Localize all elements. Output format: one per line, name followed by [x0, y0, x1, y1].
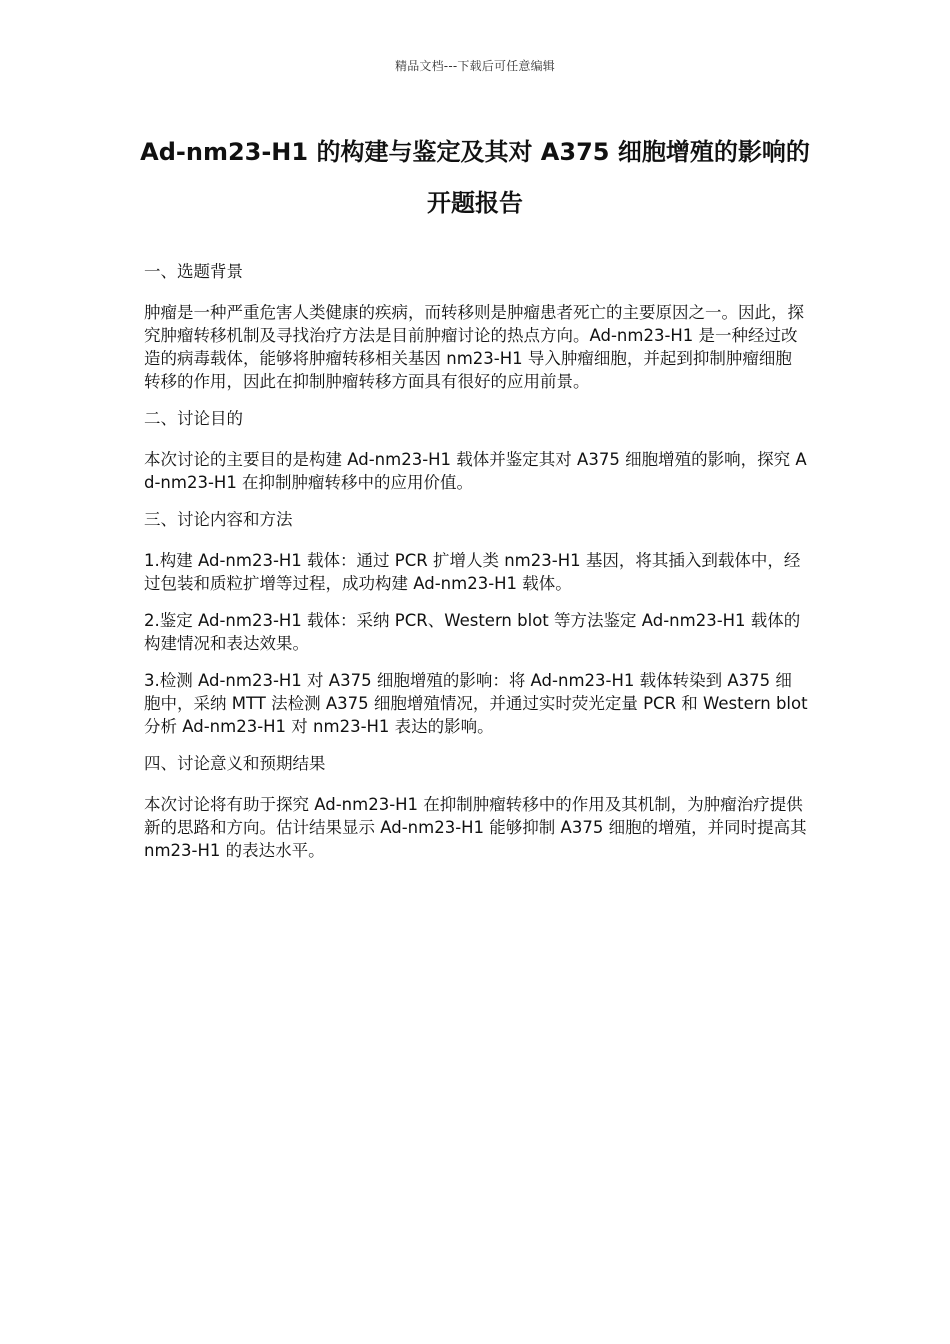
document-title-line-2: 开题报告: [427, 189, 523, 217]
paragraph: 3.检测 Ad-nm23-H1 对 A375 细胞增殖的影响：将 Ad-nm23-H1 载体转染到 A375 细胞中，采纳 MTT 法检测 A375 细胞增殖情况，并通过实时荧光定量 PCR 和 Western blot 分析 Ad-nm23-H1 对 nm23-H1 表达的影响。: [144, 671, 808, 736]
section-heading: 一、选题背景: [144, 262, 243, 281]
paragraph: 1.构建 Ad-nm23-H1 载体：通过 PCR 扩增人类 nm23-H1 基因，将其插入到载体中，经过包装和质粒扩增等过程，成功构建 Ad-nm23-H1 载体。: [144, 551, 801, 593]
paragraph: 肿瘤是一种严重危害人类健康的疾病，而转移则是肿瘤患者死亡的主要原因之一。因此，探究肿瘤转移机制及寻找治疗方法是目前肿瘤讨论的热点方向。Ad-nm23-H1 是一种经过改造的病毒载体，能够将肿瘤转移相关基因 nm23-H1 导入肿瘤细胞，并起到抑制肿瘤细胞转移的作用，因此在抑制肿瘤转移方面具有很好的应用前景。: [144, 303, 804, 391]
header-note: 精品文档---下载后可任意编辑: [395, 59, 555, 73]
section-significance: [144, 752, 808, 862]
document-title-line-1: Ad-nm23-H1 的构建与鉴定及其对 A375 细胞增殖的影响的: [140, 138, 810, 166]
section-background: [144, 260, 808, 393]
section-content-methods: [144, 508, 808, 738]
document-body: [144, 260, 808, 876]
section-heading: 四、讨论意义和预期结果: [144, 754, 326, 773]
section-purpose: [144, 407, 808, 494]
section-heading: 三、讨论内容和方法: [144, 510, 293, 529]
paragraph: 2.鉴定 Ad-nm23-H1 载体：采纳 PCR、Western blot 等方法鉴定 Ad-nm23-H1 载体的构建情况和表达效果。: [144, 611, 801, 653]
paragraph: 本次讨论将有助于探究 Ad-nm23-H1 在抑制肿瘤转移中的作用及其机制，为肿瘤治疗提供新的思路和方向。估计结果显示 Ad-nm23-H1 能够抑制 A375 细胞的增殖，并同时提高其 nm23-H1 的表达水平。: [144, 795, 807, 860]
paragraph: 本次讨论的主要目的是构建 Ad-nm23-H1 载体并鉴定其对 A375 细胞增殖的影响，探究 Ad-nm23-H1 在抑制肿瘤转移中的应用价值。: [144, 450, 807, 492]
section-heading: 二、讨论目的: [144, 409, 243, 428]
